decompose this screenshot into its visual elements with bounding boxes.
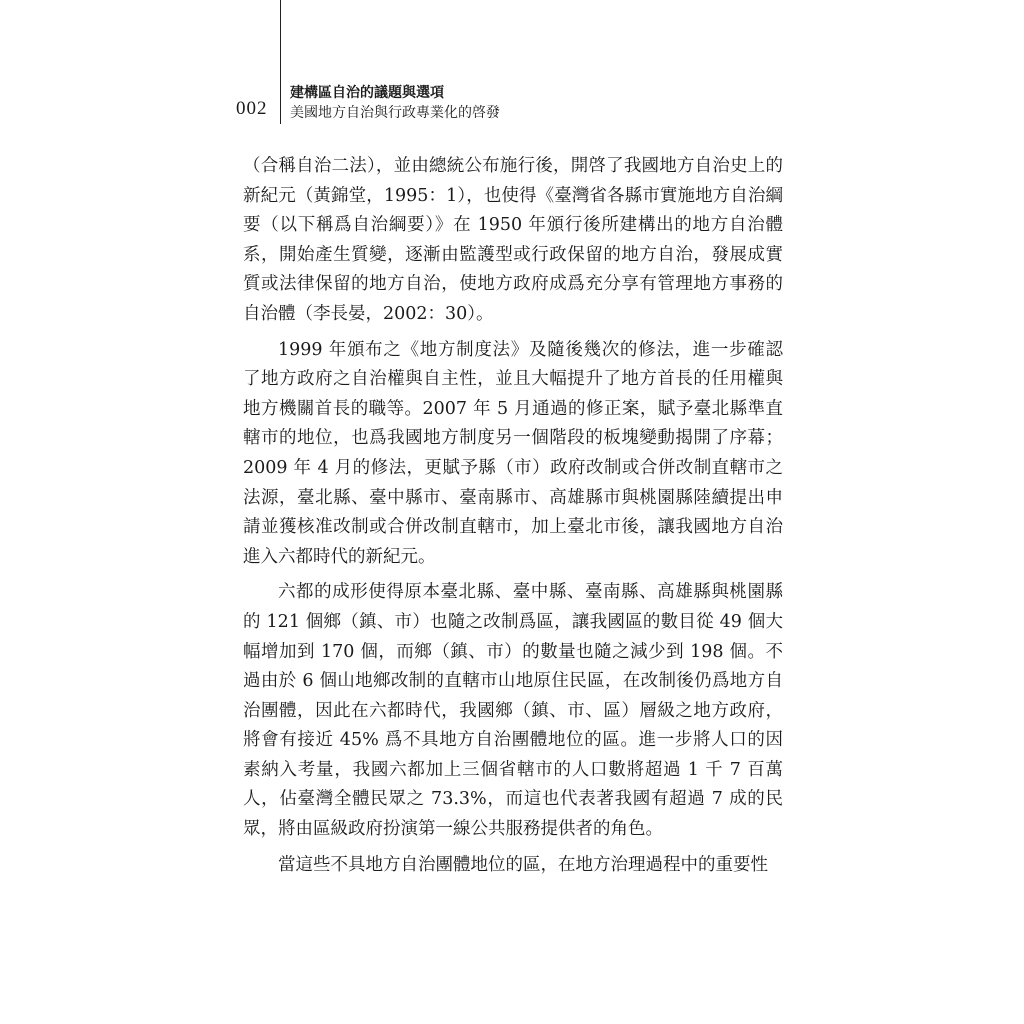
paragraph-2: 1999 年頒布之《地方制度法》及隨後幾次的修法，進一步確認了地方政府之自治權與自主性，並且大幅提升了地方首長的任用權與地方機關首長的職等。2007 年 5 月通過的修正案，賦予臺北縣準直轄市的地位，也爲我國地方制度另一個階段的板塊變動揭開了序幕；2009 年 4 月的修法，更賦予縣（市）政府改制或合併改制直轄市之法源，臺北縣、臺中縣市、臺南縣市、高雄縣市與桃園縣陸續提出申請並獲核准改制或合併改制直轄市，加上臺北市後，讓我國地方自治進入六都時代的新紀元。 (243, 339, 783, 567)
page-number: 002 (236, 98, 268, 119)
running-header-subtitle: 美國地方自治與行政專業化的啓發 (290, 105, 500, 121)
body-text (243, 152, 783, 880)
paragraph-4: 當這些不具地方自治團體地位的區，在地方治理過程中的重要性 (278, 854, 768, 875)
paragraph-3: 六都的成形使得原本臺北縣、臺中縣、臺南縣、高雄縣與桃園縣的 121 個鄉（鎮、市）也隨之改制爲區，讓我國區的數目從 49 個大幅增加到 170 個，而鄉（鎮、市）的數量也隨之減少到 198 個。不過由於 6 個山地鄉改制的直轄市山地原住民區，在改制後仍爲地方自治團體，因此在六都時代，我國鄉（鎮、市、區）層級之地方政府，將會有接近 45% 爲不具地方自治團體地位的區。進一步將人口的因素納入考量，我國六都加上三個省轄市的人口數將超過 1 千 7 百萬人，佔臺灣全體民眾之 73.3%，而這也代表著我國有超過 7 成的民眾，將由區級政府扮演第一線公共服務提供者的角色。 (243, 582, 783, 840)
paragraph-1: （合稱自治二法），並由總統公布施行後，開啓了我國地方自治史上的新紀元（黃錦堂，1995：1），也使得《臺灣省各縣市實施地方自治綱要（以下稱爲自治綱要）》在 1950 年頒行後所建構出的地方自治體系，開始產生質變，逐漸由監護型或行政保留的地方自治，發展成實質或法律保留的地方自治，使地方政府成爲充分享有管理地方事務的自治體（李長晏，2002：30）。 (243, 156, 783, 324)
header-divider-line (280, 0, 281, 124)
running-header-title: 建構區自治的議題與選項 (290, 85, 444, 101)
